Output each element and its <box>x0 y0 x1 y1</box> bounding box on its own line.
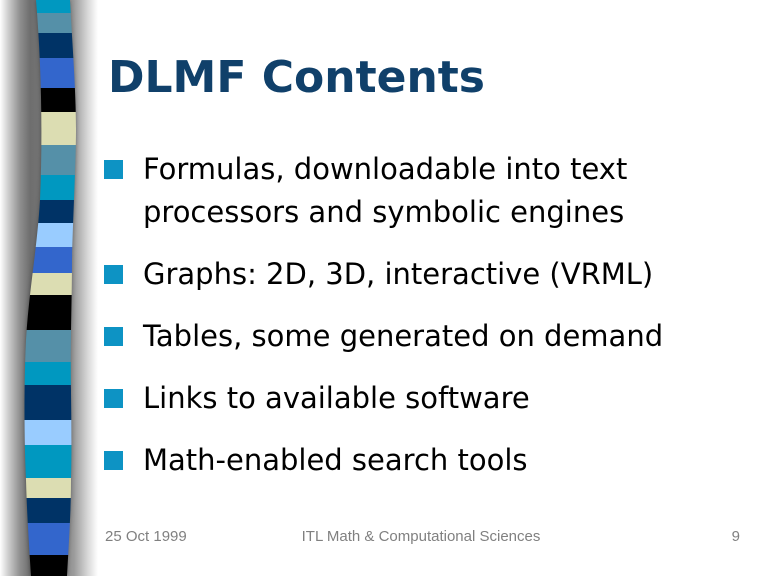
bullet-text: Graphs: 2D, 3D, interactive (VRML) <box>143 257 654 291</box>
bullet-item <box>104 148 749 234</box>
bullet-text: Math-enabled search tools <box>143 443 528 477</box>
bullet-item <box>104 377 749 420</box>
footer-org: ITL Math & Computational Sciences <box>301 528 541 545</box>
bullet-text: Tables, some generated on demand <box>143 319 664 353</box>
bullet-square-icon <box>104 451 123 470</box>
bullet-list <box>104 148 749 501</box>
slide-title: DLMF Contents <box>108 52 485 103</box>
bullet-item <box>104 439 749 482</box>
bullet-square-icon <box>104 265 123 284</box>
slide-footer <box>0 528 768 550</box>
page-number: 9 <box>731 528 740 545</box>
bullet-square-icon <box>104 160 123 179</box>
bullet-item <box>104 253 749 296</box>
ribbon-shadow-area <box>0 0 100 576</box>
bullet-square-icon <box>104 327 123 346</box>
decorative-ribbon <box>0 0 100 576</box>
bullet-square-icon <box>104 389 123 408</box>
bullet-text: Links to available software <box>143 381 530 415</box>
footer-date: 25 Oct 1999 <box>105 528 187 545</box>
bullet-item <box>104 315 749 358</box>
bullet-text: Formulas, downloadable into text processors and symbolic engines <box>143 152 628 229</box>
